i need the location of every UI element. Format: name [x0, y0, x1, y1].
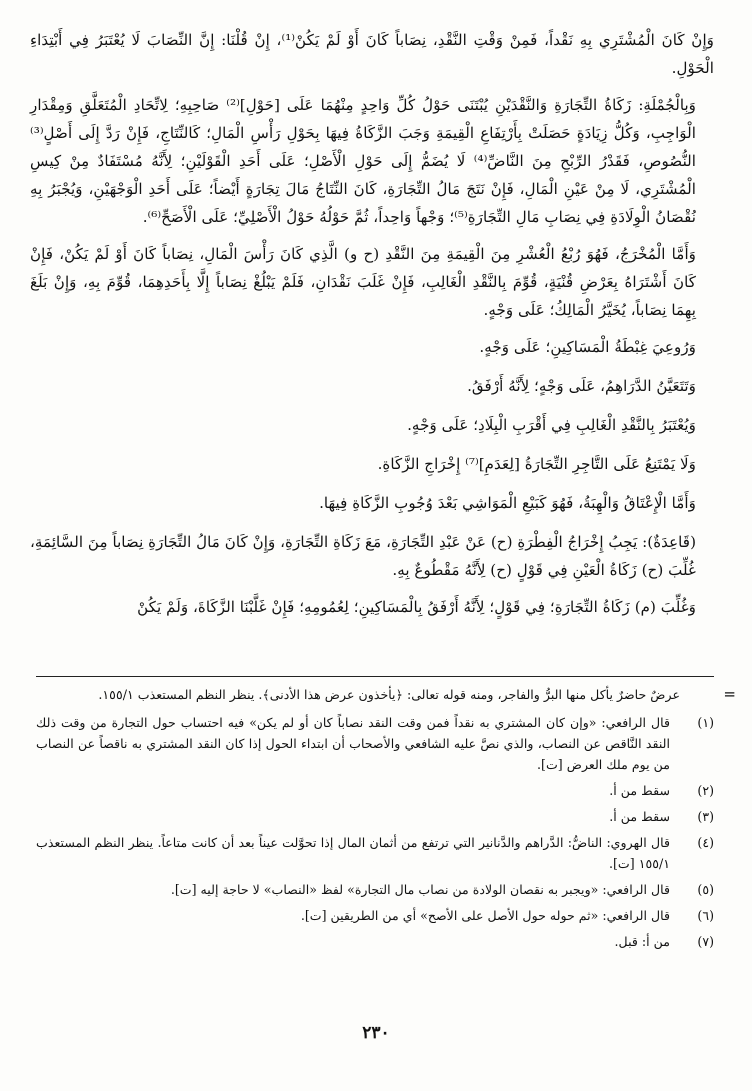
footnote-divider — [36, 676, 714, 677]
footnote-2 — [36, 780, 714, 801]
paragraph-9-rule: (قَاعِدَةٌ): يَجِبُ إِخْرَاجُ الْفِطْرَةِ (ح) عَنْ عَبْدِ التِّجَارَةِ، مَعَ زَكَاةِ التِّجَارَةِ، وَإِنْ كَانَ مَالُ التِّجَارَةِ نِصَاباً مِنَ السَّائِمَةِ، غُلِّبَ (ح) زَكَاةُ الْعَيْنِ فِي قَوْلٍ (ح) لِأَنَّهُ مَقْطُوعٌ بِهِ. — [30, 533, 696, 579]
footnote-number: (٤) — [697, 835, 714, 850]
footnote-3 — [36, 806, 714, 827]
footnotes — [36, 684, 736, 957]
footnote-7 — [36, 931, 714, 952]
paragraph-4: وَرُوعِيَ غِبْطَةُ الْمَسَاكِينِ؛ عَلَى وَجْهٍ. — [479, 338, 696, 356]
footnote-4 — [36, 832, 714, 874]
paragraph-2: وَبِالْجُمْلَةِ: زَكَاةُ التِّجَارَةِ وَالنَّقْدَيْنِ يُبْتَنَى حَوْلُ كُلِّ وَاحِدٍ مِنْهُمَا عَلَى [حَوْلِ]⁽²⁾ صَاحِبِهِ؛ لِاتِّحَادِ الْمُتَعَلَّقِ وَمِقْدَارِ الْوَاجِبِ، وَكُلُّ زِيَادَةٍ حَصَلَتْ بِأَرْتِفَاعِ الْقِيمَةِ وَجَبَ الزَّكَاةُ فِيهَا بِحَوْلِ رَأْسِ الْمَالِ؛ كَالنِّتَاجِ، فَإِنْ رَدَّ إِلَى أَصْلٍ⁽³⁾ النُّصُوصِ، فَقَدْرُ الرِّبْحِ مِنَ النَّاضِّ⁽⁴⁾ لَا يُضَمُّ إِلَى حَوْلِ الْأَصْلِ؛ عَلَى أَحَدِ الْقَوْلَيْنِ؛ لِأَنَّهُ مُسْتَفَادٌ مِنْ كِيسِ الْمُشْتَرِي، لَا مِنْ عَيْنِ الْمَالِ، فَإِنْ نَتَجَ مَالُ التِّجَارَةِ، كَانَ النِّتَاجُ مَالَ تِجَارَةٍ أَيْضاً؛ عَلَى أَحَدِ الْوَجْهَيْنِ، وَيُجْبَرُ بِهِ نُقْصَانُ الْوِلَادَةِ فِي نِصَابِ مَالِ التِّجَارَةِ⁽⁵⁾؛ وَجْهاً وَاحِداً، ثُمَّ حَوْلُهُ حَوْلُ الْأَصْلِيِّ؛ عَلَى الْأَصَحِّ⁽⁶⁾. — [30, 96, 697, 226]
footnote-5 — [36, 879, 714, 900]
footnote-6 — [36, 905, 714, 926]
footnote-number: (٦) — [697, 908, 714, 923]
footnote-number: (٢) — [697, 783, 714, 798]
page-number: ٢٣٠ — [362, 1023, 390, 1043]
footnote-text: سقط من أ. — [609, 809, 670, 824]
paragraph-10: وَغُلِّبَ (م) زَكَاةُ التِّجَارَةِ؛ فِي قَوْلٍ؛ لِأَنَّهُ أَرْفَقُ بِالْمَسَاكِينِ؛ لِعُمُومِهِ؛ فَإِنْ غَلَّبْنَا الزَّكَاةَ، وَلَمْ يَكُنْ — [137, 598, 696, 616]
paragraph-7: وَلَا يَمْتَنِعُ عَلَى التَّاجِرِ التِّجَارَةُ [لِعَدَمِ]⁽⁷⁾ إِخْرَاجِ الزَّكَاةِ. — [377, 455, 696, 473]
footnote-number: (٥) — [697, 882, 714, 897]
continuation-marker: = — [723, 685, 736, 703]
paragraph-3: وَأَمَّا الْمُخْرَجُ، فَهُوَ رُبْعُ الْعُشْرِ مِنَ الْقِيمَةِ مِنَ النَّقْدِ (ح و) الَّذِي كَانَ رَأْسَ الْمَالِ، نِصَاباً كَانَ أَوْ لَمْ يَكُنْ، فَإِنْ كَانَ أَشْتَرَاهُ بِعَرْضِ قُنْيَةٍ، قُوِّمَ بِالنَّقْدِ الْغَالِبِ، فَإِنْ غَلَبَ نَقْدَانِ، فَلَمْ يَبْلُغْ نِصَاباً إِلَّا بِأَحَدِهِمَا، قُوِّمَ بِهِ، وَإِنْ بَلَغَ بِهِمَا نِصَاباً، يُخَيَّرُ الْمَالِكُ؛ عَلَى وَجْهٍ. — [30, 245, 696, 319]
paragraph-1: وَإِنْ كَانَ الْمُشْتَرِي بِهِ نَقْداً، فَمِنْ وَقْتِ النَّقْدِ، نِصَاباً كَانَ أَوْ لَمْ يَكُنْ⁽¹⁾، إِنْ قُلْنَا: إِنَّ النِّصَابَ لَا يُعْتَبَرُ فِي أَبْتِدَاءِ الْحَوْلِ. — [30, 31, 715, 77]
footnote-continuation-text: عرضٌ حاضرٌ يأكل منها البرُّ والفاجر، ومنه قوله تعالى: ﴿يأخذون عرض هذا الأدنى﴾. ينظر النظم المستعذب ١٥٥/١. — [98, 687, 680, 702]
footnote-text: قال الرافعي: «ثم حوله حول الأصل على الأصح» أي من الطريقين [ت]. — [300, 908, 670, 923]
footnote-number: (٣) — [697, 809, 714, 824]
footnote-text: من أ: قبل. — [614, 934, 670, 949]
footnote-text: قال الهروي: الناضُّ: الدَّراهم والدَّنانير التي ترتفع من أثمان المال إذا تحوَّلت عيناً بعد أن كانت متاعاً. ينظر النظم المستعذب ١٥٥/١ [ت]. — [36, 835, 670, 871]
paragraph-6: وَيُعْتَبَرُ بِالنَّقْدِ الْغَالِبِ فِي أَقْرَبِ الْبِلَادِ؛ عَلَى وَجْهٍ. — [407, 416, 696, 434]
paragraph-8: وَأَمَّا الْإِعْتَاقُ وَالْهِبَةُ، فَهُوَ كَبَيْعِ الْمَوَاشِي بَعْدَ وُجُوبِ الزَّكَاةِ فِيهَا. — [319, 494, 696, 512]
footnote-text: قال الرافعي: «وإن كان المشتري به نقداً فمن وقت النقد نصاباً كان أو لم يكن» فيه احتساب حول التجارة من وقت ذلك النقد النَّاقص عن النصاب، والذي نصَّ عليه الشافعي والأصحاب أن ابتداء الحول إذا كان النقد المشتري به ناقصاً عن النصاب من يوم ملك العرض [ت]. — [36, 715, 670, 772]
footnote-text: قال الرافعي: «ويجبر به نقصان الولادة من نصاب مال التجارة» لفظ «النصاب» لا حاجة إليه [ت]. — [170, 882, 670, 897]
footnote-continuation — [36, 684, 736, 705]
footnote-number: (١) — [697, 715, 714, 730]
paragraph-5: وَتَتَعَيَّنُ الدَّرَاهِمُ، عَلَى وَجْهٍ؛ لِأَنَّهُ أَرْفَقُ. — [467, 377, 696, 395]
footnote-1 — [36, 712, 714, 775]
footnote-text: سقط من أ. — [609, 783, 670, 798]
main-text — [30, 26, 714, 630]
footnote-number: (٧) — [697, 934, 714, 949]
